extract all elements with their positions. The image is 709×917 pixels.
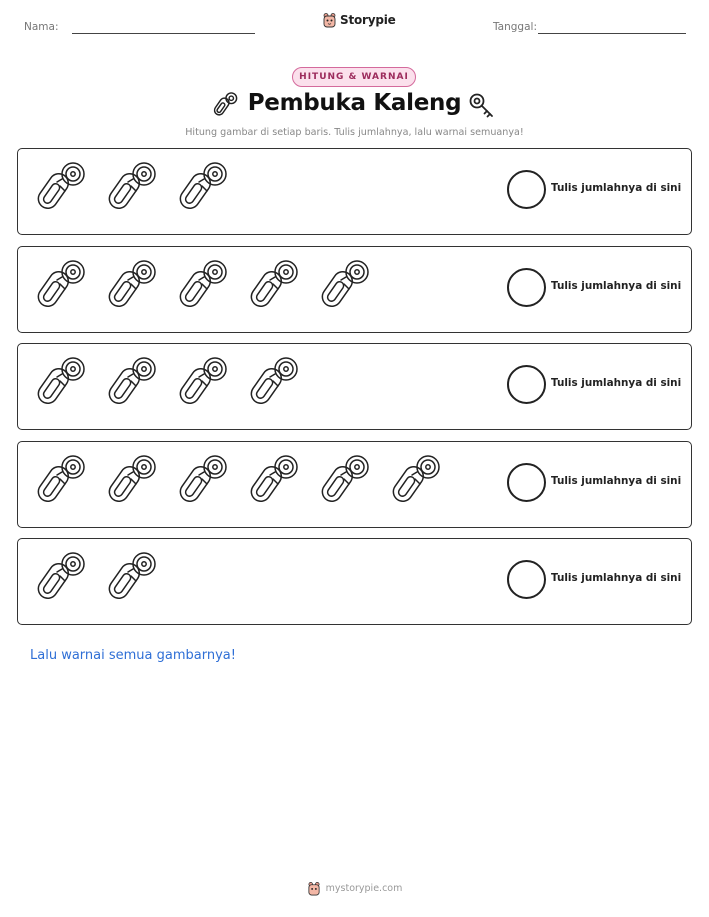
date-label: Tanggal: (493, 21, 537, 33)
name-label: Nama: (24, 21, 59, 33)
can-opener-icon[interactable] (242, 354, 304, 416)
date-field[interactable] (538, 33, 686, 34)
can-opener-icon[interactable] (100, 549, 162, 611)
answer-prompt: Tulis jumlahnya di sini (551, 474, 682, 487)
answer-prompt: Tulis jumlahnya di sini (551, 572, 682, 584)
can-opener-icon[interactable] (242, 257, 304, 319)
key-icon (467, 91, 497, 121)
can-opener-icon[interactable] (29, 452, 91, 514)
answer-circle[interactable] (507, 463, 546, 502)
can-opener-icon[interactable] (171, 159, 233, 221)
answer-prompt: Tulis jumlahnya di sini (551, 182, 682, 194)
answer-circle[interactable] (507, 170, 546, 209)
count-row (17, 441, 692, 528)
can-opener-icon[interactable] (100, 354, 162, 416)
can-opener-icon[interactable] (29, 159, 91, 221)
answer-circle[interactable] (507, 560, 546, 599)
brand-name: Storypie (340, 13, 396, 27)
can-opener-icon[interactable] (171, 257, 233, 319)
answer-prompt: Tulis jumlahnya di sini (551, 377, 682, 389)
can-opener-icon[interactable] (384, 452, 446, 514)
answer-circle[interactable] (507, 365, 546, 404)
can-opener-icon[interactable] (242, 452, 304, 514)
can-opener-icon[interactable] (29, 549, 91, 611)
count-row (17, 538, 692, 625)
can-opener-icon[interactable] (29, 354, 91, 416)
worksheet-title: Pembuka Kaleng (247, 90, 462, 116)
can-opener-icon[interactable] (171, 452, 233, 514)
answer-prompt: Tulis jumlahnya di sini (551, 279, 682, 292)
answer-circle[interactable] (507, 268, 546, 307)
footer-site: mystorypie.com (325, 883, 403, 894)
can-opener-icon[interactable] (100, 257, 162, 319)
count-row (17, 343, 692, 430)
footer (0, 881, 709, 896)
can-opener-icon[interactable] (100, 159, 162, 221)
activity-badge: HITUNG & WARNAI (292, 67, 416, 87)
can-opener-icon[interactable] (313, 452, 375, 514)
count-row (17, 148, 692, 235)
storypie-mascot-icon (307, 881, 321, 896)
name-field[interactable] (72, 33, 255, 34)
closing-note: Lalu warnai semua gambarnya! (30, 648, 236, 663)
can-opener-icon[interactable] (100, 452, 162, 514)
instructions: Hitung gambar di setiap baris. Tulis jumlahnya, lalu warnai semuanya! (185, 127, 524, 138)
count-row (17, 246, 692, 333)
can-opener-icon[interactable] (29, 257, 91, 319)
can-opener-icon[interactable] (313, 257, 375, 319)
brand-logo (322, 12, 396, 28)
can-opener-icon[interactable] (171, 354, 233, 416)
storypie-mascot-icon (322, 12, 337, 28)
